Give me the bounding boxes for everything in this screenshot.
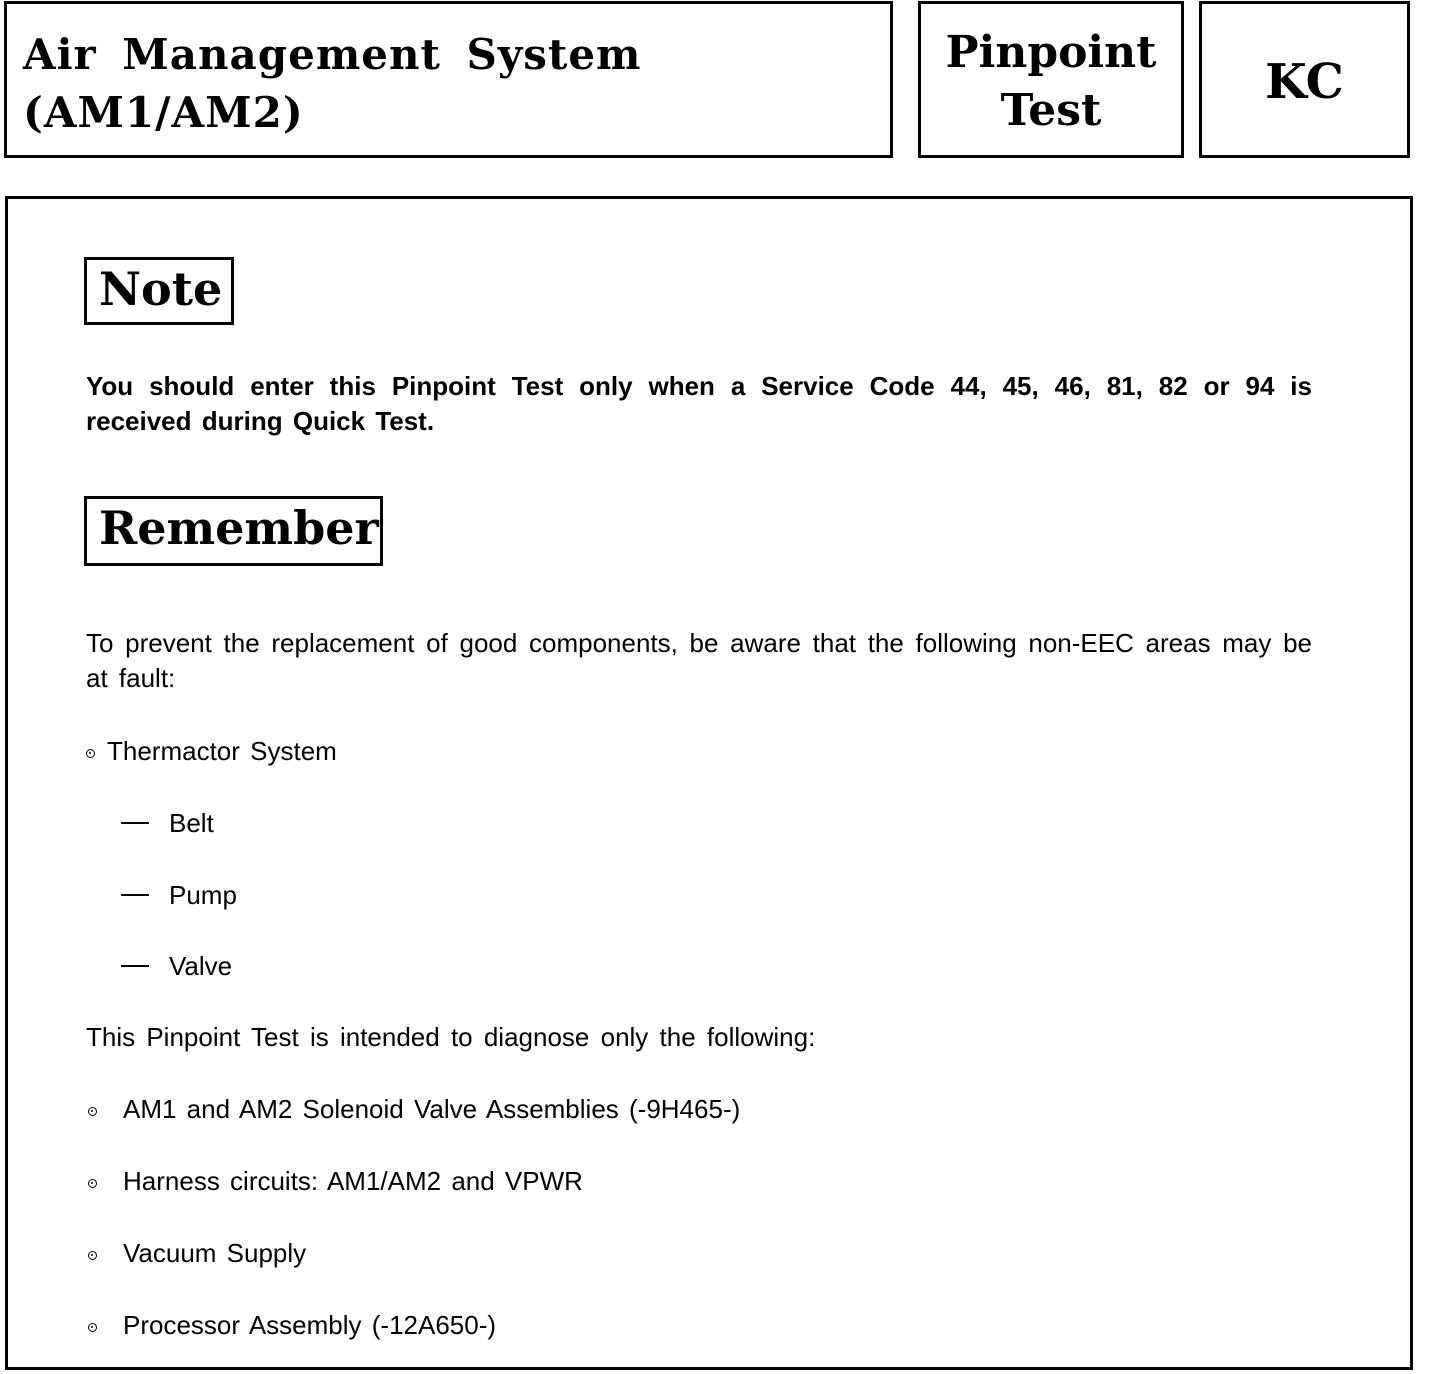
- dash-icon: [121, 965, 149, 967]
- list-item: [88, 1308, 496, 1343]
- main-content-box: [5, 196, 1413, 1370]
- bullet-icon: [86, 749, 95, 758]
- bullet-icon: [88, 1251, 97, 1260]
- pinpoint-test-box: [918, 1, 1184, 158]
- list-item-label: AM1 and AM2 Solenoid Valve Assemblies (-9H465-): [123, 1094, 741, 1124]
- dash-icon: [121, 894, 149, 896]
- list-item-label: Vacuum Supply: [123, 1238, 307, 1268]
- sub-list-item: [121, 806, 214, 841]
- pinpoint-line-1: Pinpoint: [945, 27, 1157, 78]
- sub-list-item: [121, 878, 237, 913]
- list-item-label: Thermactor System: [107, 736, 337, 766]
- title-line-2: (AM1/AM2): [23, 88, 304, 137]
- test-code: KC: [1265, 54, 1344, 110]
- note-heading: Note: [84, 257, 234, 325]
- bullet-icon: [88, 1179, 97, 1188]
- intended-text: This Pinpoint Test is intended to diagnose only the following:: [86, 1022, 816, 1052]
- sub-list-item: [121, 949, 232, 984]
- pinpoint-line-2: Test: [1000, 85, 1102, 136]
- remember-heading: Remember: [84, 496, 383, 566]
- bullet-icon: [88, 1107, 97, 1116]
- header-title-box: [4, 1, 893, 158]
- sub-list-item-label: Valve: [169, 951, 233, 981]
- sub-list-item-label: Belt: [169, 808, 214, 838]
- list-item: [86, 734, 337, 769]
- list-item: [88, 1236, 306, 1271]
- bullet-icon: [88, 1323, 97, 1332]
- list-item: [88, 1164, 583, 1199]
- remember-text: To prevent the replacement of good components, be aware that the following non-EEC areas may be at fault:: [86, 628, 1312, 693]
- test-code-box: [1199, 1, 1410, 158]
- list-item-label: Harness circuits: AM1/AM2 and VPWR: [123, 1166, 583, 1196]
- dash-icon: [121, 822, 149, 824]
- list-item: [88, 1092, 740, 1127]
- title-line-1: Air Management System: [23, 30, 642, 79]
- list-item-label: Processor Assembly (-12A650-): [123, 1310, 497, 1340]
- pinpoint-test-label: [921, 24, 1181, 140]
- page-title: [23, 26, 642, 142]
- sub-list-item-label: Pump: [169, 880, 237, 910]
- note-text: You should enter this Pinpoint Test only when a Service Code 44, 45, 46, 81, 82 or 94 is received during Quick Test.: [86, 371, 1312, 436]
